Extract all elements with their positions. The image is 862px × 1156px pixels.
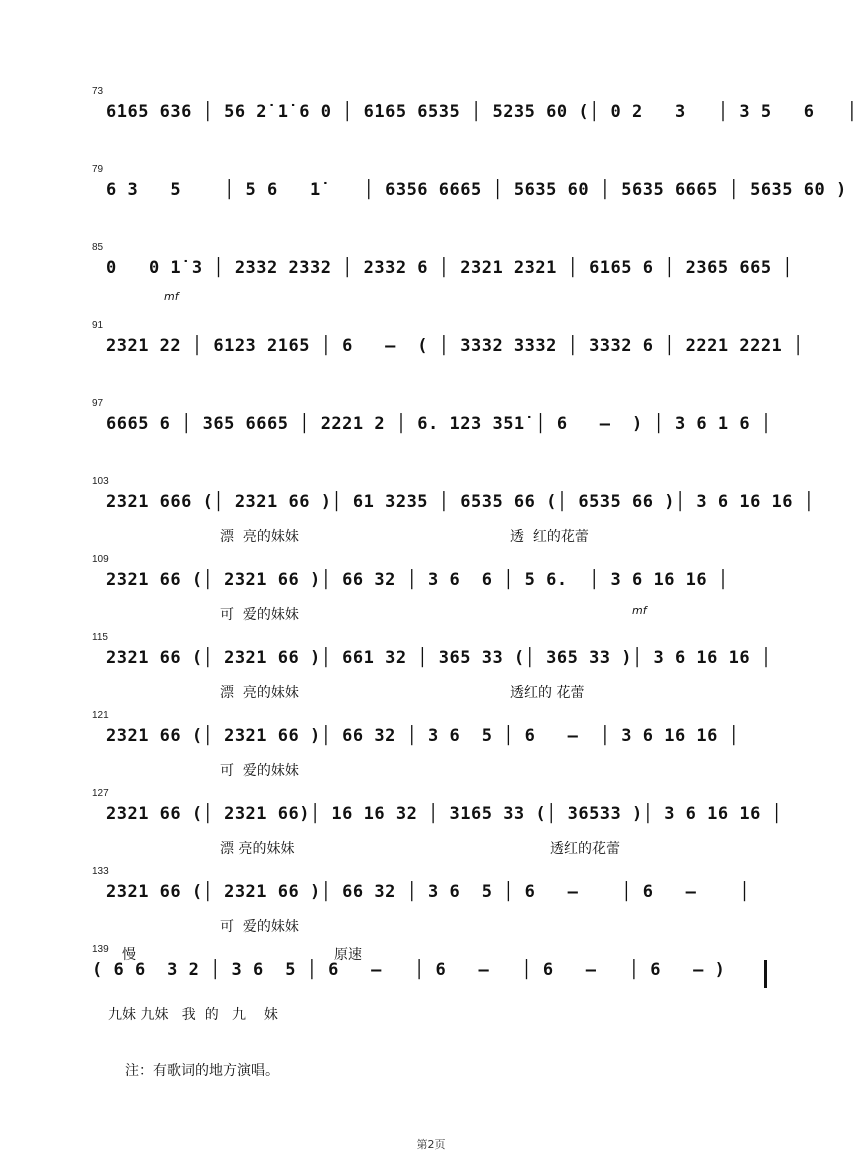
lyric-line: 可 爱的妹妹 [220,763,299,779]
staff-system-79 [92,164,847,230]
lyric-line: 透红的花蕾 [550,841,620,857]
tempo-mark-slow: 慢 [122,947,136,963]
lyric-line: 九妹 九妹 我 的 九 妹 [108,1007,278,1023]
footnote: 注：有歌词的地方演唱。 [125,1063,279,1079]
measure-number: 121 [92,710,109,721]
notation-line: 2321 66 (│ 2321 66 )│ 66 32 │ 3 6 6 │ 5 6. │ 3 6 16 16 │ [106,570,729,590]
notation-line: 6 3 5 │ 5 6 1̇ │ 6356 6665 │ 5635 60 │ 5635 6665 │ 5635 60 ) [106,180,847,200]
measure-number: 73 [92,86,104,97]
measure-number: 85 [92,242,104,253]
lyric-line: 漂 亮的妹妹 [220,685,299,701]
lyric-line: 漂 亮的妹妹 [220,529,299,545]
notation-line: 2321 66 (│ 2321 66 )│ 66 32 │ 3 6 5 │ 6 – │ 6 – │ [106,882,751,902]
staff-system-139 [92,944,782,1023]
staff-system-103 [92,476,815,545]
notation-line: 2321 22 │ 6123 2165 │ 6 – ( │ 3332 3332 │ 3332 6 │ 2221 2221 │ [106,336,804,356]
measure-number: 139 [92,944,109,955]
lyric-line: 透红的 花蕾 [510,685,585,701]
notation-line: 2321 66 (│ 2321 66 )│ 66 32 │ 3 6 5 │ 6 – │ 3 6 16 16 │ [106,726,740,746]
staff-system-97 [92,398,782,464]
lyric-line: 透 红的花蕾 [510,529,589,545]
measure-number: 109 [92,554,109,565]
measure-number: 79 [92,164,104,175]
lyric-line: 可 爱的妹妹 [220,607,299,623]
staff-system-115 [92,632,782,701]
page-number: 第2页 [416,1138,446,1151]
dynamic-mark: mf [164,290,179,303]
notation-line: 2321 66 (│ 2321 66)│ 16 16 32 │ 3165 33 (│ 36533 )│ 3 6 16 16 │ [106,804,783,824]
notation-line: 6665 6 │ 365 6665 │ 2221 2 │ 6. 123 351̇ │ 6 – ) │ 3 6 1 6 │ [106,414,772,434]
notation-line: 2321 666 (│ 2321 66 )│ 61 3235 │ 6535 66 (│ 6535 66 )│ 3 6 16 16 │ [106,492,815,512]
measure-number: 115 [92,632,108,643]
measure-number: 103 [92,476,109,487]
measure-number: 127 [92,788,109,799]
staff-system-133 [92,866,782,935]
measure-number: 133 [92,866,109,877]
staff-system-85 [92,242,794,308]
final-barline [764,960,767,988]
notation-line: 6̇165 636 │ 56 2̇ 1̇ 6 0 │ 6̇165 6535 │ 5235 60 (│ 0 2 3 │ 3 5 6 │ [106,102,858,122]
staff-system-73 [92,86,858,152]
tempo-mark-original: 原速 [334,947,362,963]
lyric-line: 漂 亮的妹妹 [220,841,295,857]
notation-line: 2321 66 (│ 2321 66 )│ 661 32 │ 365 33 (│ 365 33 )│ 3 6 16 16 │ [106,648,772,668]
staff-system-121 [92,710,782,779]
staff-system-109 [92,554,782,623]
lyric-line: 可 爱的妹妹 [220,919,299,935]
measure-number: 91 [92,320,104,331]
dynamic-mark: mf [632,604,647,617]
staff-system-91 [92,320,804,386]
measure-number: 97 [92,398,104,409]
staff-system-127 [92,788,783,857]
notation-line: 0 0 1̇ 3 │ 2332 2332 │ 2332 6 │ 2321 2321 │ 6165 6 │ 2365 665 │ [106,258,794,278]
notation-line: ( 6 6 3 2 │ 3 6 5 │ 6 – │ 6 – │ 6 – │ 6 – ) [92,960,726,980]
